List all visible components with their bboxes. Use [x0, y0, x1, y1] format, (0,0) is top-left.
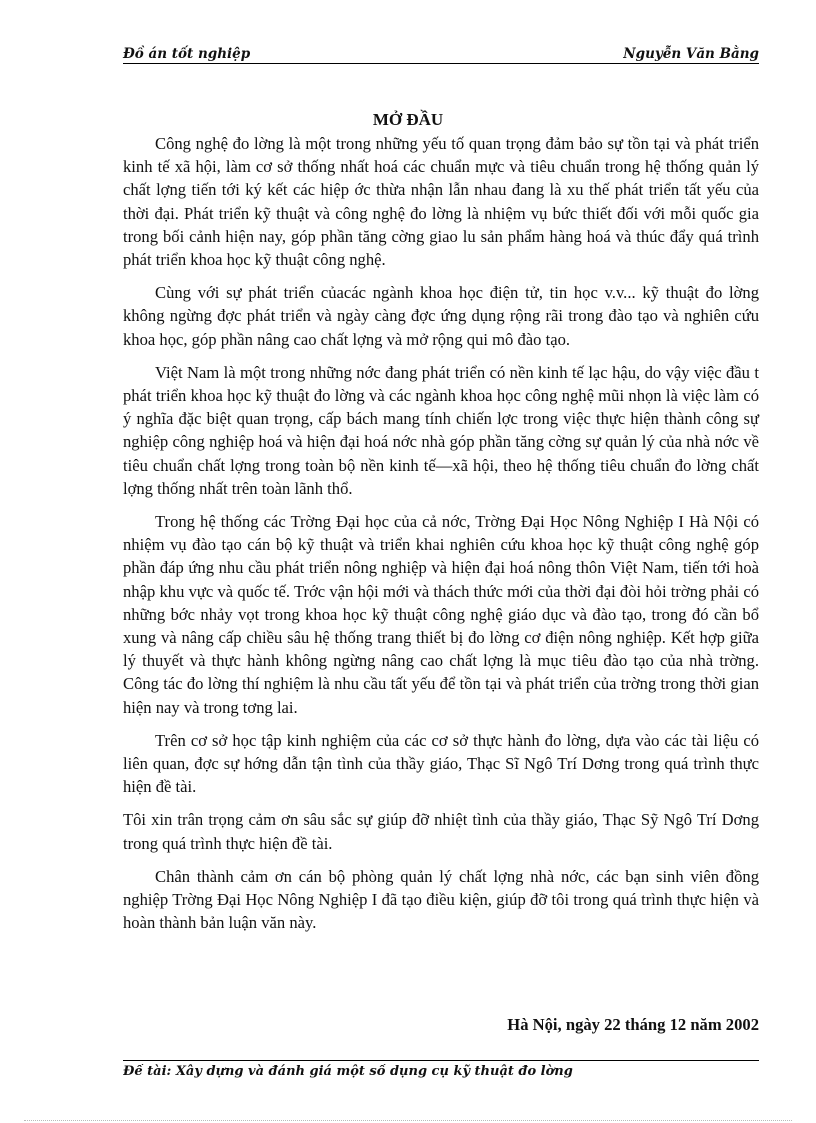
date-signature: Hà Nội, ngày 22 tháng 12 năm 2002 — [507, 1015, 759, 1034]
header-author: Nguyễn Văn Bằng — [623, 46, 759, 62]
paragraph-6: Tôi xin trân trọng cảm ơn sâu sắc sự giúp đỡ nhiệt tình của thầy giáo, Thạc Sỹ Ngô Trí Dơng trong quá trình thực hiện đề tài. — [123, 810, 759, 853]
page-footer: Đề tài: Xây dựng và đánh giá một số dụng cụ kỹ thuật đo lờng — [123, 1064, 573, 1079]
page-title: MỞ ĐẦU — [372, 110, 444, 129]
footer-divider — [123, 1060, 759, 1061]
paragraph-5: Trên cơ sở học tập kinh nghiệm của các cơ sở thực hành đo lờng, dựa vào các tài liệu có liên quan, đợc sự hớng dẫn tận tình của thầy giáo, Thạc Sĩ Ngô Trí Dơng trong quá trình thực hiện đề tài. — [123, 730, 759, 797]
paragraph-7: Chân thành cảm ơn cán bộ phòng quản lý chất lợng nhà nớc, các bạn sinh viên đồng nghiệp Trờng Đại Học Nông Nghiệp I đã tạo điều kiện, giúp đỡ tôi trong quá trình thực hiện và hoàn thành bản luận văn này. — [123, 866, 759, 933]
header-left-text: Đồ án tốt nghiệp — [123, 46, 251, 62]
body-text — [123, 132, 759, 945]
page-edge — [24, 1120, 792, 1121]
paragraph-1: Công nghệ đo lờng là một trong những yếu tố quan trọng đảm bảo sự tồn tại và phát triển kinh tế xã hội, làm cơ sở thống nhất hoá các chuẩn mực và tiêu chuẩn trong hệ thống quản lý chất lợng tiến tới ký kết các hiệp ớc thừa nhận lẫn nhau đang là xu thế phát triển tất yếu của thời đại. Phát triển kỹ thuật và công nghệ đo lờng là nhiệm vụ bức thiết đối với mỗi quốc gia trong bối cảnh hiện nay, góp phần tăng cờng giao lu sản phẩm hàng hoá và thúc đẩy quá trình phát triển khoa học kỹ thuật công nghệ. — [123, 134, 759, 270]
header-divider — [123, 63, 759, 64]
paragraph-2: Cùng với sự phát triển củacác ngành khoa học điện tử, tin học v.v... kỹ thuật đo lờng không ngừng đợc phát triển và ngày càng đợc ứng dụng rộng rãi trong đào tạo và nghiên cứu khoa học, góp phần nâng cao chất lợng và mở rộng qui mô đào tạo. — [123, 283, 759, 349]
page-header — [123, 46, 759, 64]
paragraph-4: Trong hệ thống các Trờng Đại học của cả nớc, Trờng Đại Học Nông Nghiệp I Hà Nội có nhiệm vụ đào tạo cán bộ kỹ thuật và triển khai nghiên cứu khoa học kỹ thuật công nghệ góp phần đáp ứng nhu cầu phát triển nông nghiệp và hiện đại hoá nông thôn Việt Nam, tiến tới hoà nhập khu vực và quốc tế. Trớc vận hội mới và thách thức mới của thời đại đòi hỏi trờng phải có những bớc nhảy vọt trong khoa học kỹ thuật công nghệ giáo dục và đào tạo, trong đó cần bổ xung và nâng cấp chiều sâu hệ thống trang thiết bị đo lờng cơ điện nông nghiệp. Kết hợp giữa lý thuyết và thực hành không ngừng nâng cao chất lợng là mục tiêu đào tạo của nhà trờng. Công tác đo lờng thí nghiệm là nhu cầu tất yếu để tồn tại và phát triển của trờng trong thời gian hiện nay và trong tơng lai. — [123, 512, 759, 717]
paragraph-3: Việt Nam là một trong những nớc đang phát triển có nền kinh tế lạc hậu, do vậy việc đầu t phát triển khoa học kỹ thuật đo lờng và các ngành khoa học công nghệ mũi nhọn là việc làm có ý nghĩa đặc biệt quan trọng, cấp bách mang tính chiến lợc trong việc thực hiện thành công sự nghiệp công nghiệp hoá và hiện đại hoá nớc nhà góp phần tăng cờng sự quản lý của nhà nớc về tiêu chuẩn chất lợng trong toàn bộ nền kinh tế—xã hội, theo hệ thống tiêu chuẩn đo lờng chất lợng thống nhất trên toàn lãnh thổ. — [123, 362, 759, 498]
